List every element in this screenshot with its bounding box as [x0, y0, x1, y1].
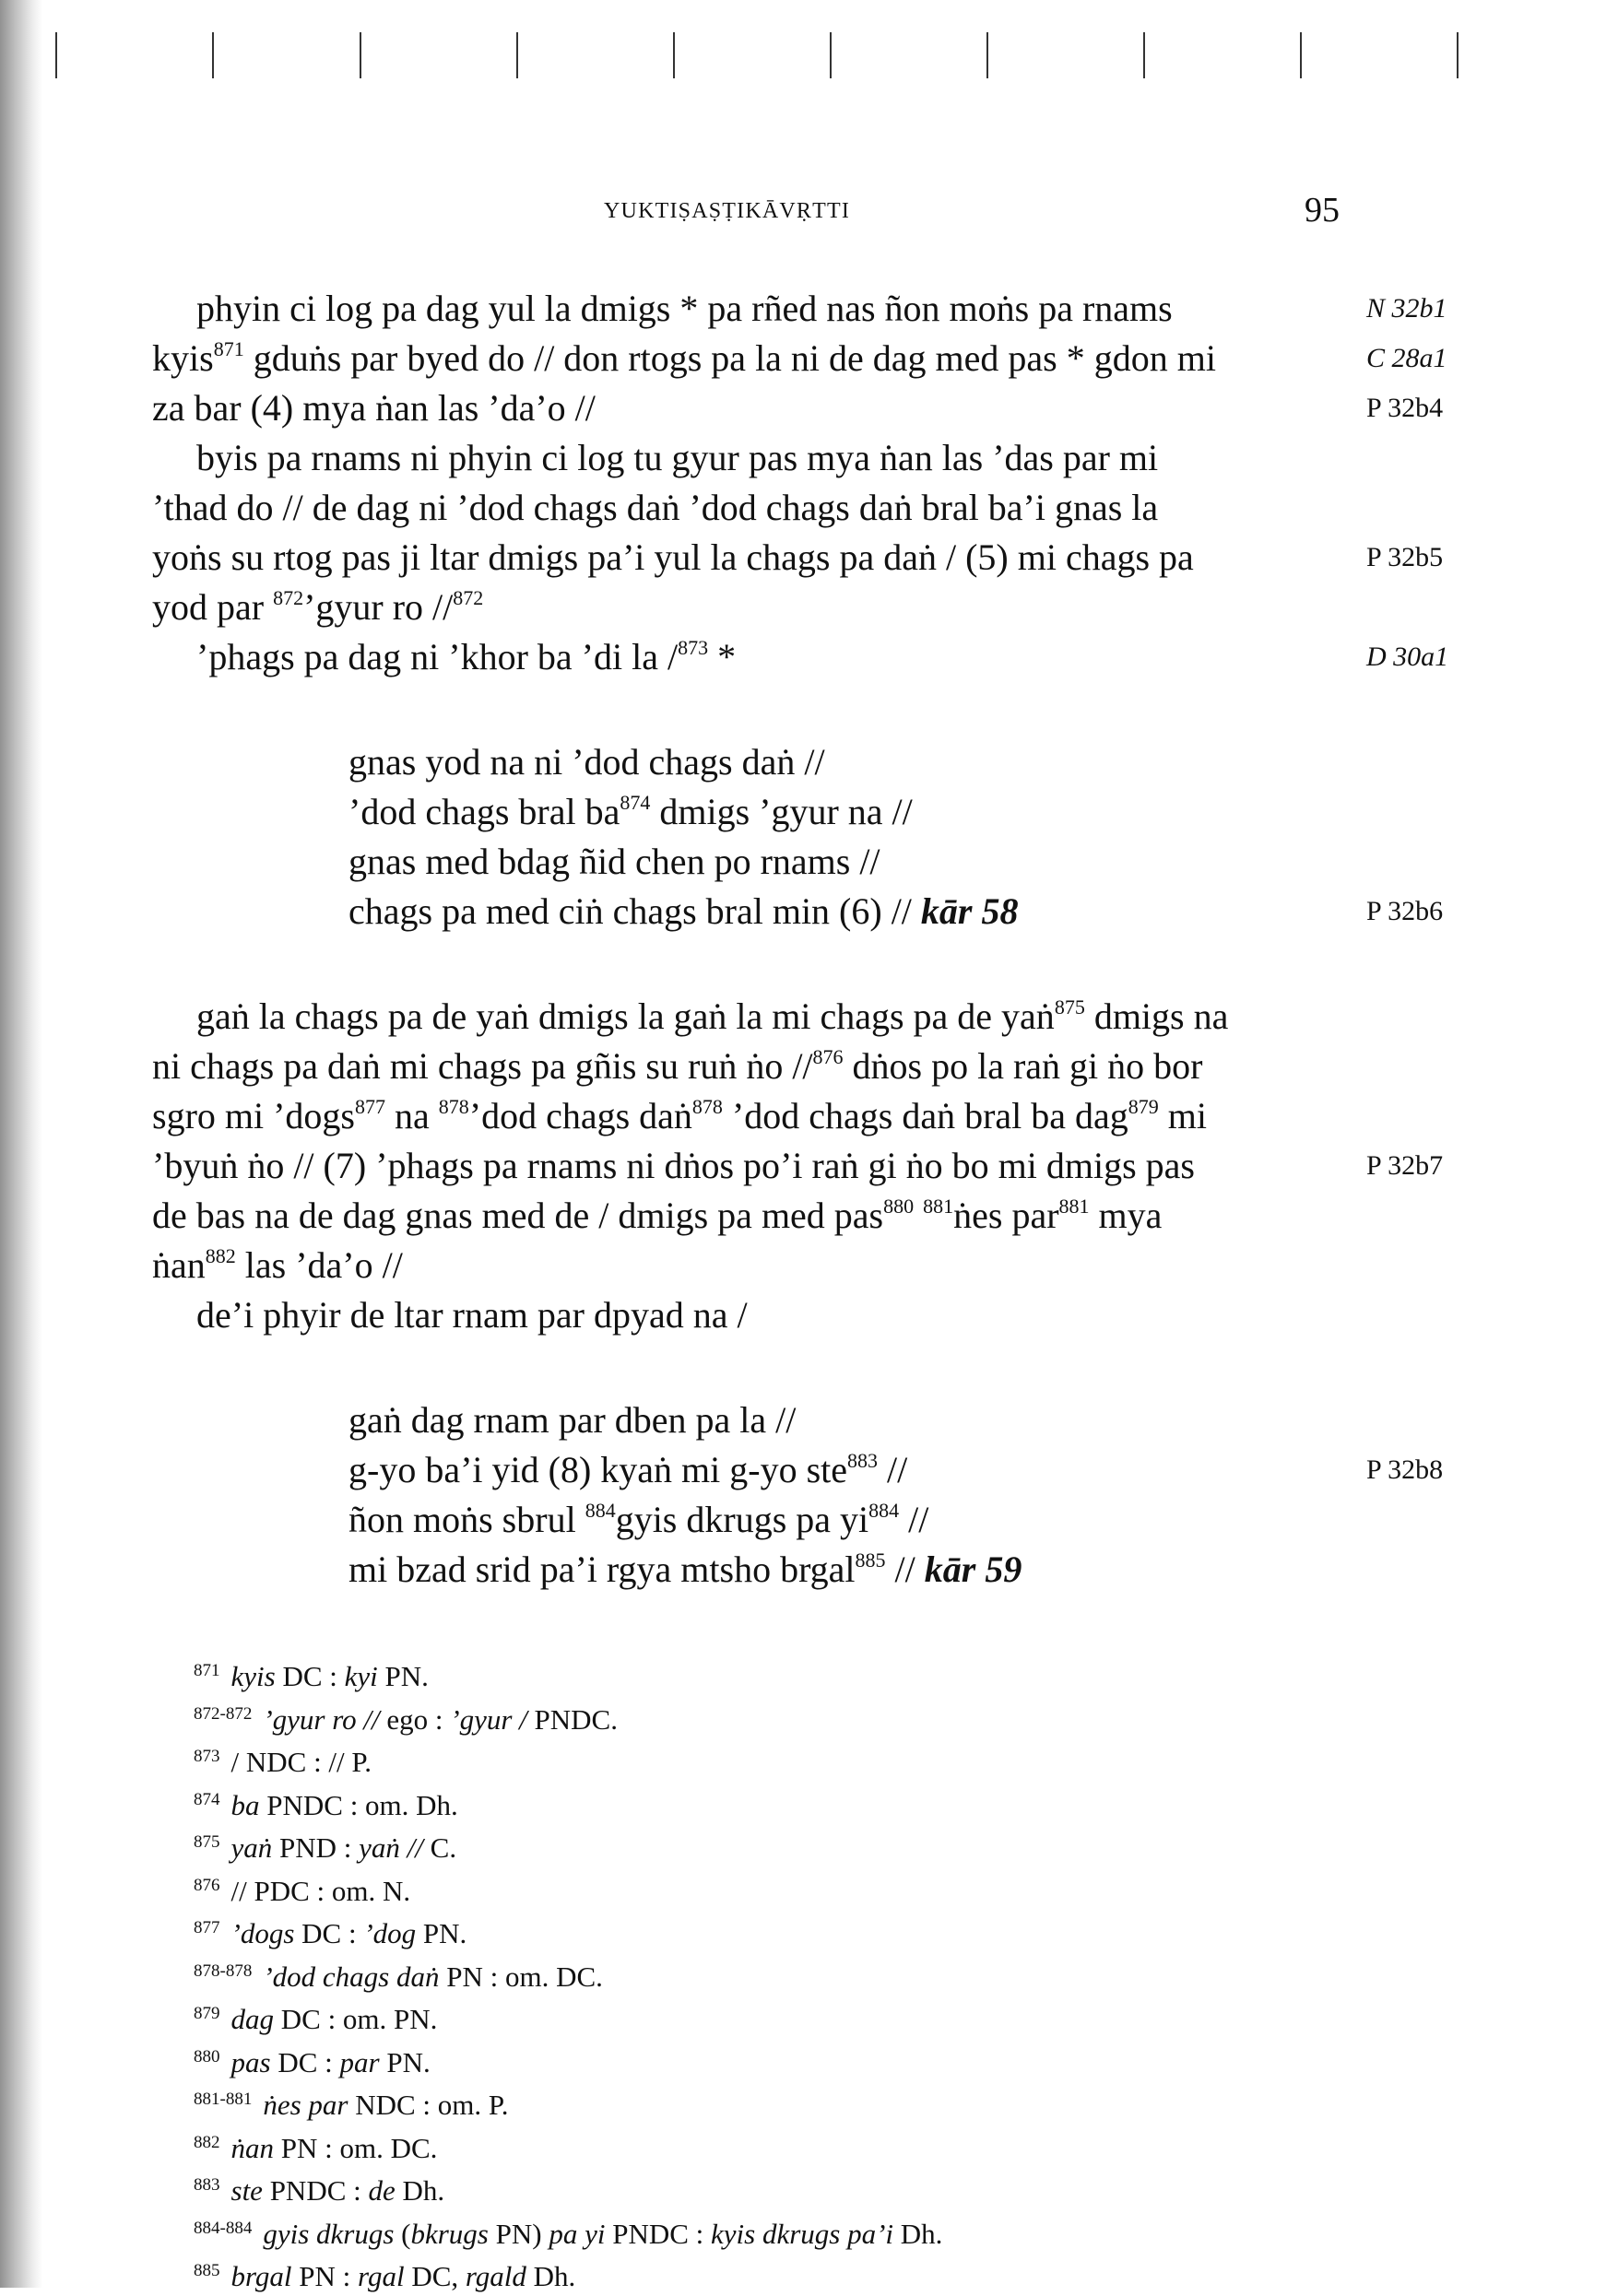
verse-line: mi bzad srid pa’i rgya mtsho brgal$^{885}$ // kār 59 — [348, 1548, 1022, 1590]
scan-shadow-edge — [0, 0, 42, 2288]
text-line: de bas na de dag gnas med de / dmigs pa med pas$^{880}$ $^{881}$ṅes par$^{881}$ mya — [152, 1195, 1163, 1236]
verse-line: ñon moṅs sbrul $^{884}$gyis dkrugs pa $yi^{884}$ // — [348, 1499, 929, 1540]
footnote-ref: 875 — [1054, 995, 1085, 1018]
footnote-ref: 880 — [883, 1195, 915, 1218]
text-line: sgro mi ’dogs$^{877}$ na $^{878}$’dod chags daṅ$^{878}$ ’dod chags daṅ bral ba dag$^{879}$ mi — [152, 1095, 1207, 1136]
footnote: $^{873}$ / NDC : // P. — [194, 1746, 372, 1778]
text-line: yoṅs su rtog pas ji ltar dmigs pa’i yul la chags pa daṅ / (5) mi chags pa — [152, 536, 1194, 578]
text-line: ṅan$^{882}$ las ’da’o // — [152, 1244, 403, 1286]
footnote-ref: 874 — [620, 791, 651, 814]
verse-line: g-yo ba’i yid (8) kyaṅ mi g-yo ste$^{883}$ // — [348, 1449, 908, 1490]
footnote-ref: 872 — [273, 586, 304, 609]
footnote: $^{881-881}$ ṅes par NDC : om. P. — [194, 2089, 509, 2121]
margin-reference: P 32b6 — [1366, 896, 1444, 926]
footnote-ref: 871 — [213, 337, 244, 360]
footnote: $^{877}$ ’dogs DC : ’dog PN. — [194, 1917, 467, 1949]
footnote-ref: 882 — [205, 1244, 236, 1267]
footnote: $^{885}$ brgal PN : rgal DC, rgald Dh. — [194, 2260, 576, 2292]
karika-number: kār 58 — [920, 890, 1019, 932]
footnote: $^{872-872}$ ’gyur ro // ego : ’gyur / PNDC. — [194, 1702, 618, 1736]
footnote-ref: 885 — [855, 1548, 886, 1572]
footnote: $^{874}$ ba PNDC : om. Dh. — [194, 1788, 458, 1821]
text-line: yod par $^{872}$’gyur ro //$^{872}$ — [152, 586, 484, 628]
text-line: gaṅ la chags pa de yaṅ dmigs la gaṅ la mi chags pa de yaṅ$^{875}$ dmigs na — [196, 995, 1229, 1037]
footnote: $^{880}$ pas DC : par PN. — [194, 2045, 431, 2078]
text-line: ’byuṅ ṅo // (7) ’phags pa rnams ni dṅos po’i raṅ gi ṅo bo mi dmigs pas — [152, 1145, 1195, 1186]
karika-number: kār 59 — [924, 1548, 1022, 1590]
footnote-ref: 881 — [923, 1195, 954, 1218]
text-line: ’phags pa dag ni ’khor ba ’di la /$^{873}$ * — [196, 636, 737, 677]
footnote-ref: 879 — [1128, 1095, 1159, 1118]
footnote: $^{876}$ // PDC : om. N. — [194, 1874, 411, 1907]
text-line: kyis$^{871}$ gduṅs par byed do // don rtogs pa la ni de dag med pas * gdon mi — [152, 337, 1216, 379]
verse-line: gnas med bdag ñid chen po rnams // — [348, 841, 880, 882]
verse-line: gnas yod na ni ’dod chags daṅ // — [348, 741, 825, 783]
page-number: 95 — [1305, 191, 1340, 230]
footnote-ref: 884 — [585, 1499, 616, 1522]
margin-reference: P 32b8 — [1366, 1454, 1444, 1485]
text-line: ’thad do // de dag ni ’dod chags daṅ ’dod chags daṅ bral ba’i gnas la — [152, 487, 1159, 528]
text-line: ni chags pa daṅ mi chags pa gñis su ruṅ ṅo //$^{876}$ dṅos po la raṅ gi ṅo bor — [152, 1045, 1203, 1087]
footnote-ref: 873 — [678, 636, 709, 659]
margin-reference: C 28a1 — [1366, 343, 1447, 373]
footnote: $^{871}$ kyis DC : kyi PN. — [194, 1660, 429, 1692]
scan-top-marks — [37, 32, 1604, 88]
margin-reference: D 30a1 — [1366, 642, 1449, 672]
margin-reference: P 32b5 — [1366, 542, 1444, 572]
text-line: de’i phyir de ltar rnam par dpyad na / — [196, 1294, 748, 1336]
footnote-ref: 878 — [691, 1095, 723, 1118]
footnote: $^{884-884}$ gyis dkrugs (bkrugs PN) pa yi PNDC : kyis dkrugs pa’i Dh. — [194, 2217, 943, 2250]
footnote-ref: 881 — [1058, 1195, 1090, 1218]
text-line: phyin ci log pa dag yul la dmigs * pa rñed nas ñon moṅs pa rnams — [196, 288, 1173, 329]
footnote-ref: 884 — [868, 1499, 900, 1522]
footnote-ref: 876 — [812, 1045, 844, 1068]
footnote: $^{875}$ yaṅ PND : yaṅ // C. — [194, 1831, 457, 1864]
footnote: $^{883}$ ste PNDC : de Dh. — [194, 2174, 445, 2207]
footnote: $^{878-878}$ ’dod chags daṅ PN : om. DC. — [194, 1960, 603, 1993]
verse-line: chags pa med ciṅ chags bral min (6) // kār 58 — [348, 890, 1019, 932]
text-line: za bar (4) mya ṅan las ’da’o // — [152, 387, 596, 429]
page-header — [152, 191, 1351, 232]
footnotes — [194, 1653, 1392, 2296]
verse-line: ’dod chags bral $ba^{874}$ dmigs ’gyur na // — [348, 791, 913, 832]
footnote-ref: 878 — [438, 1095, 469, 1118]
margin-reference: P 32b4 — [1366, 393, 1444, 423]
footnote: $^{882}$ ṅan PN : om. DC. — [194, 2131, 438, 2164]
footnote-ref: 877 — [355, 1095, 385, 1118]
footnote: $^{879}$ dag DC : om. PN. — [194, 2003, 438, 2035]
footnote-ref: 883 — [847, 1449, 878, 1472]
margin-reference: N 32b1 — [1366, 293, 1447, 324]
running-title: YUKTIṢAṢṬIKĀVṚTTI — [604, 199, 851, 223]
footnote-ref: 872 — [453, 586, 484, 609]
margin-reference: P 32b7 — [1366, 1150, 1444, 1181]
text-line: byis pa rnams ni phyin ci log tu gyur pas mya ṅan las ’das par mi — [196, 437, 1159, 478]
verse-line: gaṅ dag rnam par dben pa la // — [348, 1399, 797, 1441]
